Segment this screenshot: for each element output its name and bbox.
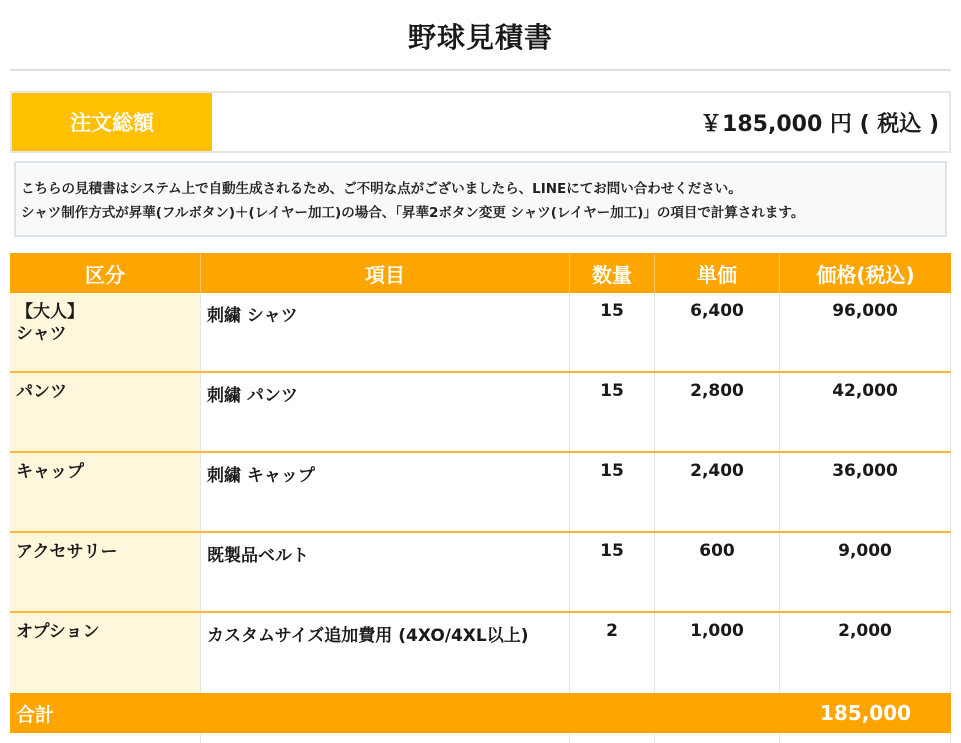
table-row [10,293,951,373]
table-row [10,373,951,453]
item-cell: 刺繍 キャップ [201,453,570,531]
notice-line-1: こちらの見積書はシステム上で自動生成されるため、ご不明な点がございましたら、LINEにてお問い合わせください。 [21,181,742,197]
category-label: キャップ [16,462,84,482]
table-header [10,253,951,293]
category-label: パンツ [16,382,67,402]
category-label: アクセサリー [16,542,118,562]
notice-box [14,161,947,237]
item-cell: 既製品ベルト [201,533,570,611]
order-total-label: 注文総額 [12,93,212,151]
total-row [10,693,951,733]
header-item: 項目 [201,253,570,293]
unit-price-cell: 2,800 [655,373,780,451]
price-cell: 9,000 [780,533,951,611]
unit-price-cell: 2,400 [655,453,780,531]
tail-cell [780,733,951,743]
notice-line-2: シャツ制作方式が昇華(フルボタン)＋(レイヤー加工)の場合、「昇華2ボタン変更 シャツ(レイヤー加工)」の項目で計算されます。 [21,205,805,221]
quantity-cell: 15 [570,453,655,531]
header-category: 区分 [10,253,201,293]
estimate-table [10,253,951,743]
page-title: 野球見積書 [407,21,553,54]
price-cell: 42,000 [780,373,951,451]
quantity-cell: 2 [570,613,655,693]
quantity-cell: 15 [570,293,655,371]
item-cell: カスタムサイズ追加費用 (4XO/4XL以上) [201,613,570,693]
item-cell: 刺繍 シャツ [201,293,570,371]
tail-cell [655,733,780,743]
header-quantity: 数量 [570,253,655,293]
category-cell [10,293,201,371]
tail-cell [201,733,570,743]
quantity-cell: 15 [570,373,655,451]
table-row [10,533,951,613]
category-sublabel: シャツ [16,324,67,344]
category-label: 【大人】 [16,302,84,322]
quantity-cell: 15 [570,533,655,611]
total-row-value: 185,000 [819,701,912,725]
category-cell [10,533,201,611]
order-total-value: ￥185,000 円 ( 税込 ) [700,111,939,137]
table-row [10,453,951,533]
unit-price-cell: 600 [655,533,780,611]
order-total-box [10,91,951,153]
title-divider [10,69,951,71]
category-cell [10,613,201,693]
price-cell: 96,000 [780,293,951,371]
category-label: オプション [16,622,100,642]
item-cell: 刺繍 パンツ [201,373,570,451]
unit-price-cell: 6,400 [655,293,780,371]
table-row [10,613,951,693]
header-price: 価格(税込) [816,262,915,287]
table-tail [10,733,951,743]
category-cell [10,373,201,451]
total-row-label: 合計 [16,703,55,726]
tail-cell [10,733,201,743]
price-cell: 36,000 [780,453,951,531]
category-cell [10,453,201,531]
unit-price-cell: 1,000 [655,613,780,693]
tail-cell [570,733,655,743]
header-unit-price: 単価 [655,253,780,293]
price-cell: 2,000 [780,613,951,693]
